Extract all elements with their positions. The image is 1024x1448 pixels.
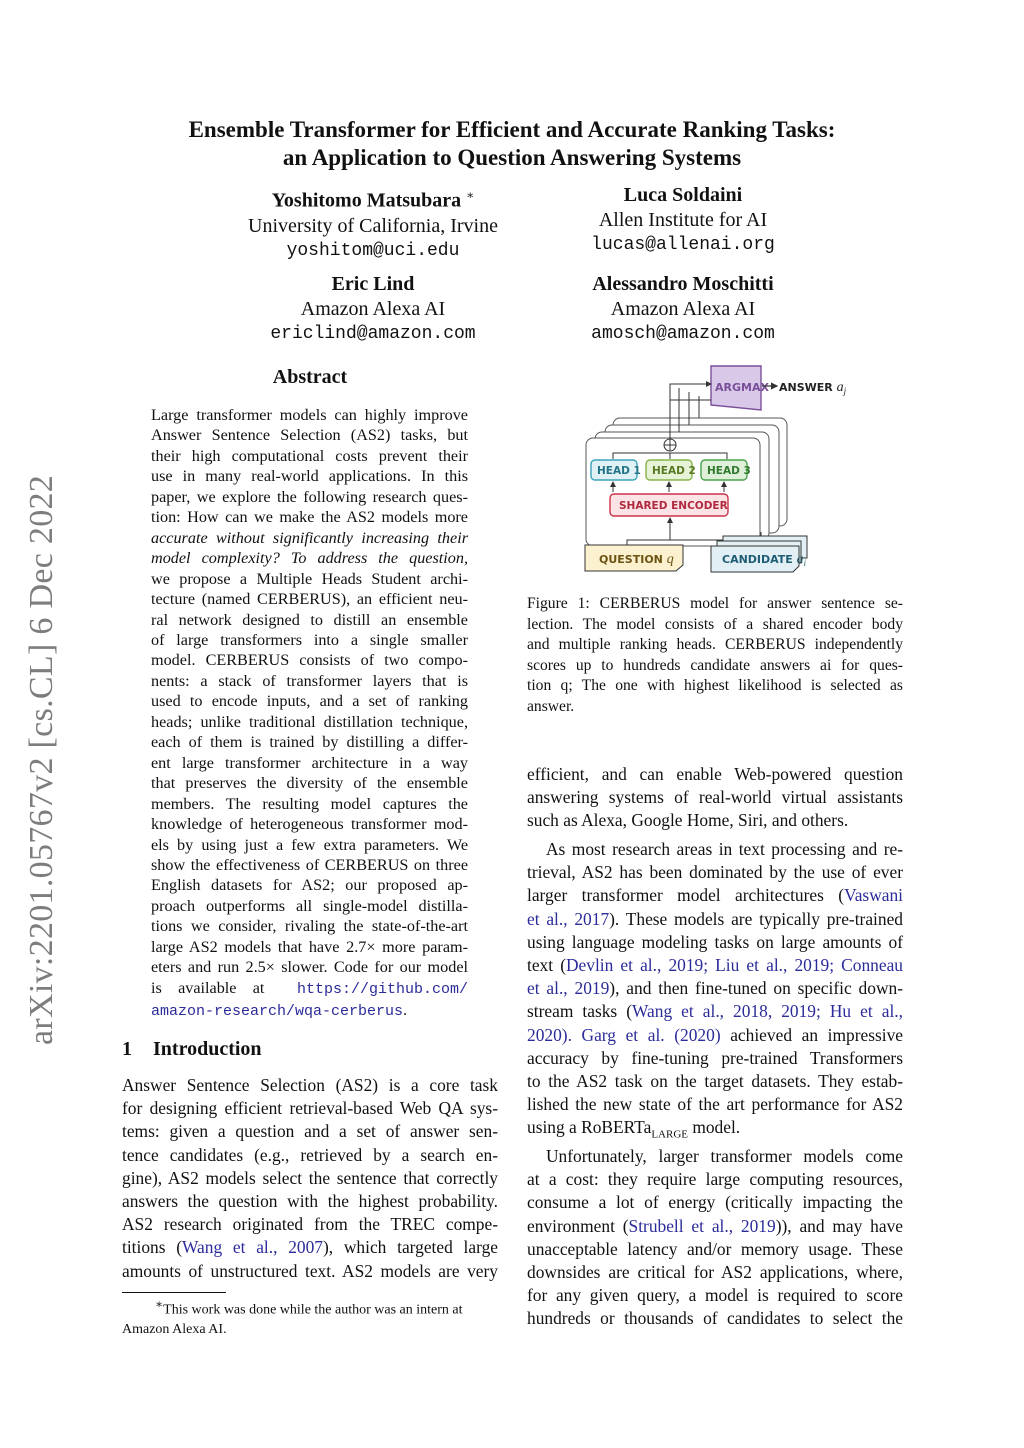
author-email: yoshitom@uci.edu [286,240,460,261]
code-prefix: is available at [151,978,265,997]
body-text: model. [687,1117,741,1138]
author-affiliation: Allen Institute for AI [598,209,768,231]
model-stack-front [586,438,760,546]
caption-line: lection. The model consists of a shared encoder body [527,615,903,633]
abstract-line: English datasets for AS2; our proposed ap- [151,876,468,895]
caption-line: scores up to hundreds candidate answers ai for ques- [527,656,903,674]
svg-text:CANDIDATE ai [722,552,807,568]
body-text: ), which targeted large [322,1237,498,1258]
author-email: amosch@amazon.com [591,324,775,344]
author-footnote-mark: ∗ [466,188,475,202]
footnote-text: This work was done while the author was an intern at [163,1302,463,1318]
abstract-line: of large transformers into a single smaller [151,630,468,649]
body-line: for any given query, a model is required to score [527,1285,903,1306]
body-line: gine), AS2 models select the sentence that correctly [122,1167,498,1188]
author-affiliation: University of California, Irvine [248,214,498,237]
subscript-large: LARGE [651,1128,688,1141]
argmax-label: ARGMAX [715,381,769,394]
footnote-mark: ∗ [155,1297,164,1311]
caption-line: Figure 1: CERBERUS model for answer sentence se- [527,595,903,612]
caption-line: answer. [527,697,575,715]
author-email: ericlind@amazon.com [270,324,476,344]
abstract-line: use in many real-world applications. In this [151,467,468,486]
body-text: stream tasks ( [527,1001,633,1022]
body-line: accuracy by fine-tuning pre-trained Transformers [527,1047,903,1068]
body-line: amounts of unstructured text. AS2 models are very [122,1260,498,1281]
author-name: Alessandro Moschitti [592,273,774,295]
abstract-line: eters and run 2.5× slower. Code for our model [151,958,468,977]
body-line: such as Alexa, Google Home, Siri, and others. [527,810,849,831]
body-line: downsides are critical for AS2 applications, where, [527,1262,903,1283]
body-line: for designing efficient retrieval-based Web QA sys- [122,1098,498,1119]
body-line: to the AS2 task on the target datasets. They estab- [527,1071,903,1092]
svg-text:QUESTION q [599,552,674,567]
author-affiliation: Amazon Alexa AI [610,298,756,320]
abstract-line: proach outperforms all single-model distilla- [151,896,468,915]
intro-right-paragraph-2 [527,838,903,1147]
abstract-body [151,405,468,1023]
figure-caption [527,594,903,718]
intro-right-paragraph-3 [527,1145,903,1331]
body-line: tems: given a question and a set of answer sen- [122,1121,498,1142]
body-text: larger transformer model architectures ( [527,885,845,906]
author-email: lucas@allenai.org [591,235,775,255]
abstract-line: paper, we explore the following research ques- [151,487,468,506]
citation-link[interactable]: Strubell et al., 2019 [628,1215,776,1236]
section-title: Introduction [153,1038,262,1060]
abstract-line: heads; unlike traditional distillation technique, [151,712,468,731]
body-line: hundreds or thousands of candidates to select the [527,1308,903,1329]
abstract-line: tions we consider, rivaling the state-of-the-art [151,917,468,936]
abstract-line: Answer Sentence Selection (AS2) tasks, but [151,426,468,445]
head-2-label: HEAD 2 [652,465,696,477]
body-line: unacceptable latency and/or memory usage. These [527,1238,903,1259]
citation-link[interactable]: 2020). Garg et al. (2020) [527,1024,721,1045]
answer-label: ANSWER [779,381,833,394]
intro-right-paragraph-1 [527,763,903,833]
paper-title [100,116,924,172]
footnote-text-2: Amazon Alexa AI. [122,1321,227,1337]
footnote-rule [122,1292,226,1293]
abstract-line: tecture (named CERBERUS), an efficient neu- [151,590,468,609]
body-line: tence candidates (e.g., retrieved by a search en- [122,1144,498,1165]
candidate-var: a [796,552,804,567]
body-line: trieval, AS2 has been dominated by the use of ever [527,862,903,883]
body-line: lished the new state of the art performance for AS2 [527,1094,903,1115]
abstract-line: their high computational costs prevent their [151,446,468,465]
abstract-line: large AS2 models that have 2.7× more param- [151,937,468,956]
head-3-label: HEAD 3 [707,465,751,477]
shared-encoder-label: SHARED ENCODER [619,500,728,512]
body-text: achieved an impressive [720,1024,903,1045]
citation-link[interactable]: Vaswani [844,885,903,906]
intro-left-column [122,1074,498,1283]
abstract-line: ent large transformer architecture in a way [151,753,468,772]
caption-line: tion q; The one with highest likelihood is selected as [527,677,903,695]
abstract-line: model complexity? To address the question, [151,549,468,568]
abstract-line: each of them is trained by distilling a differ- [151,733,468,752]
abstract-line: model. CERBERUS consists of two compo- [151,651,468,670]
abstract-line: Large transformer models can highly improve [151,406,468,424]
body-text: environment ( [527,1215,629,1236]
body-text: using a RoBERTa [527,1117,652,1138]
question-label: QUESTION [599,553,663,566]
author-block-3 [208,272,538,346]
svg-text:ANSWER aj [779,380,847,396]
abstract-line: ral network designed to distill an ensemble [151,610,468,629]
body-line: As most research areas in text processing and re- [546,839,903,859]
body-text: text ( [527,955,566,976]
abstract-line: we propose a Multiple Heads Student archi- [151,569,468,588]
author-name: Luca Soldaini [623,184,743,206]
code-link-cont[interactable]: amazon-research/wqa-cerberus [151,1003,404,1021]
author-name: Eric Lind [331,273,415,295]
citation-link[interactable]: et al., 2019 [527,978,610,999]
author-affiliation: Amazon Alexa AI [300,298,446,320]
body-line: efficient, and can enable Web-powered question [527,764,903,784]
abstract-heading: Abstract [272,366,348,388]
body-line: Answer Sentence Selection (AS2) is a core task [122,1075,498,1095]
body-text: )), and may have [775,1215,903,1236]
answer-var: a [836,380,844,395]
abstract-line: used to encode inputs, and a set of ranking [151,692,468,711]
body-line: using language modeling tasks on large amounts of [527,931,903,952]
footnote [122,1295,498,1339]
arxiv-identifier: arXiv:2201.05767v2 [cs.CL] 6 Dec 2022 [23,474,60,1045]
citation-link[interactable]: Wang et al., 2007 [182,1237,323,1258]
abstract-line: knowledge of heterogeneous transformer mod- [151,815,468,834]
abstract-line: nents: a stack of transformer layers that is [151,671,468,690]
abstract-line: show the effectiveness of CERBERUS on three [151,855,468,874]
citation-link[interactable]: Wang et al., 2018, 2019; Hu et al., [632,1001,904,1022]
body-line: AS2 research originated from the TREC compe- [122,1214,498,1235]
citation-link[interactable]: et al., 2017 [527,908,610,929]
body-text: ), and then fine-tuned on specific down- [609,978,903,999]
candidate-label: CANDIDATE [722,553,793,566]
abstract-line: els by using just a few extra parameters. We [151,835,468,854]
citation-link[interactable]: Devlin et al., 2019; Liu et al., 2019; Conneau [565,955,903,976]
body-line: answering systems of real-world virtual assistants [527,787,903,808]
answer-sub: j [843,386,847,396]
author-block-1 [208,183,538,263]
abstract-line: that preserves the diversity of the ensemble [151,774,468,793]
body-text: ). These models are typically pre-trained [609,908,903,929]
caption-line: and multiple ranking heads. CERBERUS independently [527,636,903,654]
body-line: consume a lot of energy (critically impacting the [527,1192,903,1213]
author-name: Yoshitomo Matsubara [271,189,462,212]
code-link[interactable]: https://github.com/ [296,980,468,998]
candidate-sub: i [803,558,807,568]
author-block-4 [518,272,848,346]
abstract-line: members. The resulting model captures the [151,794,468,813]
title-line-2: an Application to Question Answering Systems [282,145,742,170]
figure-cerberus-diagram [575,362,875,582]
author-block-2 [518,183,848,257]
title-line-1: Ensemble Transformer for Efficient and Accurate Ranking Tasks: [188,117,836,142]
abstract-line: accurate without significantly increasing their [151,528,468,547]
section-number: 1 [122,1038,132,1060]
body-line: answers the question with the highest probability. [122,1191,498,1212]
section-heading [122,1038,262,1061]
body-line: Unfortunately, larger transformer models come [546,1146,903,1166]
body-line: at a cost: they require large computing resources, [527,1169,903,1190]
question-var: q [666,552,674,567]
abstract-line: tion: How can we make the AS2 models more [151,508,468,527]
head-1-label: HEAD 1 [597,465,641,477]
code-end: . [403,1001,408,1020]
body-text: titions ( [122,1237,183,1258]
